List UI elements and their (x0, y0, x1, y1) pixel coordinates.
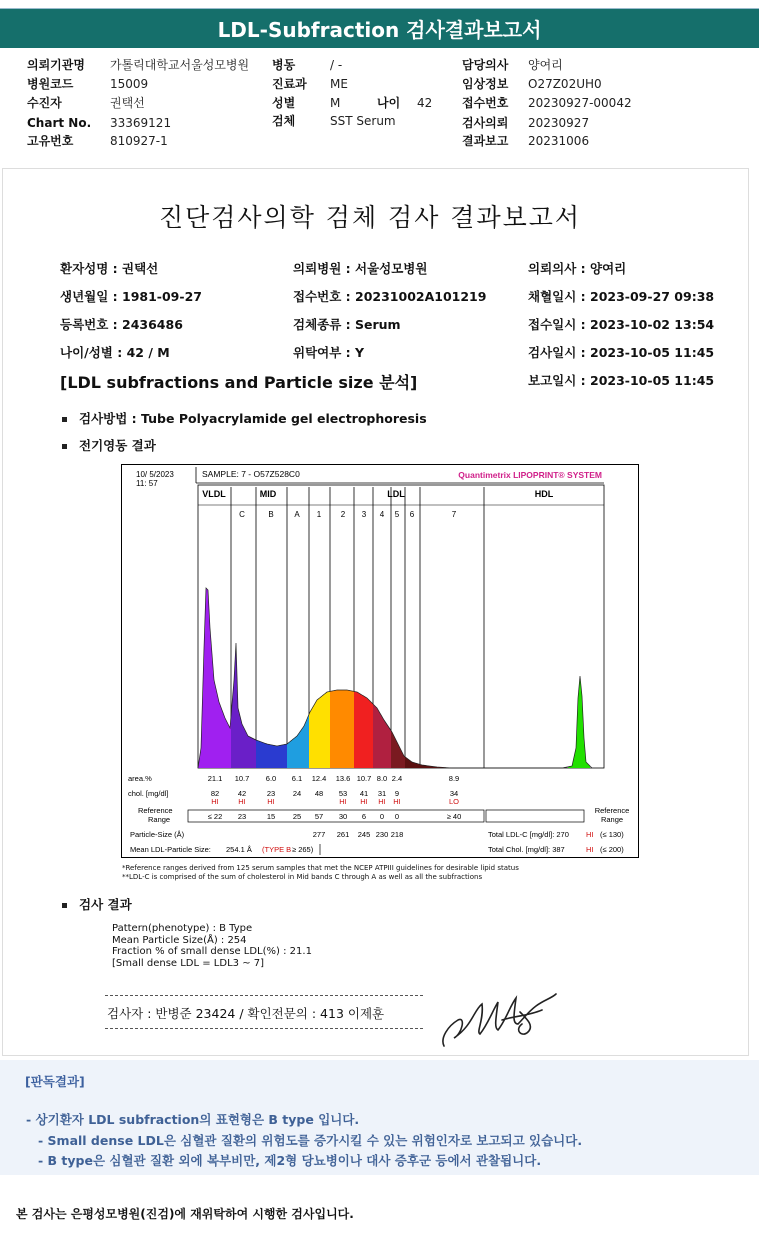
chol-value: 41 (359, 789, 369, 798)
flag-value: HI (339, 797, 347, 806)
trace-fill-ldl-4 (373, 704, 391, 768)
signature-divider-top (105, 995, 423, 996)
flag-value: HI (238, 797, 246, 806)
sex-label: 성별 (272, 96, 296, 110)
request-info (0, 56, 759, 151)
total-chol-flag: HI (586, 845, 594, 854)
flag-value: HI (211, 797, 219, 806)
band-label-3: 3 (361, 510, 367, 519)
ref-box-ldl (188, 810, 484, 822)
ref-value: 57 (314, 812, 324, 821)
report-title: LDL-Subfraction 검사결과보고서 (217, 18, 542, 42)
mean-cut-value: ≥ 265) (292, 845, 314, 854)
document-title: 진단검사의학 검체 검사 결과보고서 (158, 203, 582, 232)
ref-value: ≤ 22 (207, 812, 223, 821)
band-label-4: 4 (379, 510, 385, 519)
test-datetime: 검사일시 : 2023-10-05 11:45 (528, 345, 715, 360)
row-label-area: area.% (128, 774, 152, 783)
sex-value: M (330, 96, 341, 110)
band-label-c: C (239, 510, 245, 519)
test-result-bullet (62, 895, 132, 913)
lipoprint-chart (121, 464, 639, 858)
area-value: 12.4 (311, 774, 327, 783)
result-sdldl-definition: [Small dense LDL = LDL3 ~ 7] (112, 957, 265, 969)
ref-label-right-2: Range (600, 815, 624, 824)
consignment-note: 본 검사는 은평성모병원(진검)에 재위탁하여 시행한 검사입니다. (16, 1207, 354, 1221)
doctor-value: 양여리 (528, 58, 563, 72)
result-mean-size: Mean Particle Size(Å) : 254 (112, 934, 247, 946)
ref-value: 30 (338, 812, 348, 821)
analysis-section-title: [LDL subfractions and Particle size 분석] (60, 373, 418, 392)
ref-label-right-1: Reference (594, 806, 630, 815)
area-value: 6.1 (291, 774, 303, 783)
receipt-value: 20230927-00042 (528, 96, 632, 110)
bullet-square-icon (62, 903, 67, 908)
chol-value: 82 (210, 789, 220, 798)
ref-value: 23 (237, 812, 247, 821)
chart-no-label: Chart No. (27, 116, 92, 130)
band-label-a: A (294, 510, 300, 519)
ref-value: 0 (394, 812, 400, 821)
chol-value: 23 (266, 789, 276, 798)
consigned: 위탁여부 : Y (293, 345, 365, 360)
trace-fill-ldl-3 (354, 691, 373, 768)
interpretation-line-2: - Small dense LDL은 심혈관 질환의 위험도를 증가시킬 수 있는 위험인자로 보고되고 있습니다. (38, 1133, 583, 1148)
collect-datetime: 채혈일시 : 2023-09-27 09:38 (528, 289, 715, 304)
dept-value: ME (330, 77, 348, 91)
area-value: 13.6 (335, 774, 351, 783)
ref-box-hdl (486, 810, 584, 822)
unique-no-label: 고유번호 (27, 134, 74, 148)
chart-sample: SAMPLE: 7 - O57Z528C0 (202, 469, 300, 479)
total-chol-value: Total Chol. [mg/dl]: 387 (488, 845, 565, 854)
age-value: 42 (417, 96, 433, 110)
band-label-2: 2 (340, 510, 346, 519)
flag-value: LO (448, 797, 460, 806)
area-value: 2.4 (391, 774, 403, 783)
interpretation-line-1: - 상기환자 LDL subfraction의 표현형은 B type 입니다. (26, 1112, 360, 1127)
specimen-label: 검체 (272, 114, 296, 128)
ref-value: ≥ 40 (446, 812, 462, 821)
total-ldl-ref: (≤ 130) (600, 830, 624, 839)
particle-size-value: 230 (375, 830, 389, 839)
hospital-code-label: 병원코드 (27, 77, 74, 91)
row-label-ref-1: Reference (138, 806, 173, 815)
date-of-birth: 생년월일 : 1981-09-27 (60, 289, 202, 304)
result-sdldl-fraction: Fraction % of small dense LDL(%) : 21.1 (112, 946, 312, 957)
age-sex: 나이/성별 : 42 / M (60, 345, 170, 360)
receive-datetime: 접수일시 : 2023-10-02 13:54 (528, 317, 715, 332)
total-ldl-flag: HI (586, 830, 594, 839)
hospital-code-value: 15009 (110, 77, 149, 91)
area-value: 6.0 (265, 774, 277, 783)
chol-value: 9 (394, 789, 400, 798)
report-datetime: 보고일시 : 2023-10-05 11:45 (528, 373, 715, 388)
particle-size-value: 277 (312, 830, 326, 839)
footnote-ldlc: **LDL-C is comprised of the sum of cholesterol in Mid bands C through A as well as all the subfractions (122, 873, 483, 881)
interpretation-line-3: - B type은 심혈관 질환 외에 복부비만, 제2형 당뇨병이나 대사 증후군 등에서 관찰됩니다. (38, 1153, 542, 1168)
request-hospital: 의뢰병원 : 서울성모병원 (293, 261, 428, 276)
chol-value: 34 (449, 789, 459, 798)
row-label-size: Particle-Size (Å) (130, 830, 185, 839)
row-label-chol: chol. [mg/dl] (128, 789, 169, 798)
chart-time: 11: 57 (136, 479, 158, 488)
patient-value: 권택선 (110, 96, 145, 110)
method-text: 검사방법 : Tube Polyacrylamide gel electrophoresis (79, 411, 427, 426)
trace-fill-ldl-5 (391, 731, 405, 769)
signer-line: 검사자 : 반병준 23424 / 확인전문의 : 413 이제훈 (107, 1006, 385, 1021)
ref-value: 15 (266, 812, 276, 821)
trace-fill-ldl-2 (330, 690, 354, 768)
particle-size-value: 261 (336, 830, 350, 839)
chol-value: 24 (292, 789, 302, 798)
band-label-5: 5 (394, 510, 400, 519)
ward-value: / - (330, 58, 343, 72)
row-label-mean: Mean LDL-Particle Size: (130, 845, 211, 854)
bullet-square-icon (62, 417, 67, 422)
method-bullet (62, 409, 427, 427)
patient-label: 수진자 (27, 96, 62, 110)
bullet-square-icon (62, 444, 67, 449)
report-date-value: 20231006 (528, 134, 590, 148)
particle-size-value: 218 (390, 830, 404, 839)
requester-label: 의뢰기관명 (27, 58, 85, 72)
chol-value: 48 (314, 789, 324, 798)
flag-value: HI (393, 797, 401, 806)
report-title-bar (0, 8, 759, 48)
area-value: 10.7 (234, 774, 250, 783)
ref-value: 6 (361, 812, 367, 821)
group-label-hdl: HDL (534, 489, 554, 499)
request-doctor: 의뢰의사 : 양여리 (528, 261, 627, 276)
flag-value: HI (267, 797, 275, 806)
lipoprint-chart-svg (122, 465, 640, 859)
clinical-label: 임상정보 (462, 77, 509, 91)
mean-type-value: (TYPE B (262, 845, 292, 854)
band-label-b: B (268, 510, 274, 519)
clinical-value: O27Z02UH0 (528, 77, 602, 91)
trace-fill-mid-b (256, 740, 287, 768)
test-result-label: 검사 결과 (79, 897, 132, 912)
footnote-reference: *Reference ranges derived from 125 serum samples that met the NCEP ATPIII guidelines for desirable lipid status (122, 864, 519, 872)
chol-value: 42 (237, 789, 247, 798)
row-label-ref-2: Range (148, 815, 171, 824)
ref-value: 0 (379, 812, 385, 821)
flag-value: HI (360, 797, 368, 806)
chart-no-value: 33369121 (110, 116, 172, 130)
unique-no-value: 810927-1 (110, 134, 168, 148)
registration-no: 등록번호 : 2436486 (60, 317, 183, 332)
chol-value: 53 (338, 789, 348, 798)
result-pattern: Pattern(phenotype) : B Type (112, 923, 253, 934)
chol-value: 31 (377, 789, 387, 798)
interpretation-heading: [판독결과] (25, 1074, 85, 1089)
group-label-vldl: VLDL (202, 489, 226, 499)
group-label-ldl: LDL (387, 489, 405, 499)
total-chol-ref: (≤ 200) (600, 845, 624, 854)
total-ldl-value: Total LDL-C [mg/dl]: 270 (488, 830, 569, 839)
report-date-label: 결과보고 (462, 134, 509, 148)
band-label-7: 7 (451, 510, 457, 519)
specimen-value: SST Serum (330, 114, 396, 128)
handwritten-signature (432, 990, 562, 1052)
chart-plot-frame (198, 485, 604, 768)
dept-label: 진료과 (272, 77, 307, 91)
request-date-label: 검사의뢰 (462, 116, 509, 130)
patient-name: 환자성명 : 권택선 (60, 261, 159, 276)
band-label-6: 6 (409, 510, 415, 519)
band-label-1: 1 (316, 510, 322, 519)
receipt-label: 접수번호 (462, 96, 509, 110)
chart-date: 10/ 5/2023 (136, 470, 174, 479)
flag-value: HI (378, 797, 386, 806)
receipt-number: 접수번호 : 20231002A101219 (293, 289, 487, 304)
request-date-value: 20230927 (528, 116, 590, 130)
specimen-type: 검체종류 : Serum (293, 317, 401, 332)
group-label-mid: MID (259, 489, 277, 499)
chart-brand: Quantimetrix LIPOPRINT® SYSTEM (458, 470, 602, 480)
trace-fill-ldl-1 (309, 691, 330, 768)
particle-size-value: 245 (357, 830, 371, 839)
age-label: 나이 (377, 96, 401, 110)
signature-divider-bottom (105, 1028, 423, 1029)
ward-label: 병동 (272, 58, 296, 72)
area-value: 21.1 (207, 774, 223, 783)
requester-value: 가톨릭대학교서울성모병원 (110, 58, 250, 72)
area-value: 8.9 (448, 774, 460, 783)
electrophoresis-bullet (62, 436, 156, 454)
ref-value: 25 (292, 812, 302, 821)
area-value: 10.7 (356, 774, 372, 783)
electrophoresis-label: 전기영동 결과 (79, 438, 156, 453)
mean-size-value: 254.1 Å (226, 845, 252, 854)
area-value: 8.0 (376, 774, 388, 783)
doctor-label: 담당의사 (462, 58, 509, 72)
result-summary (112, 923, 312, 969)
